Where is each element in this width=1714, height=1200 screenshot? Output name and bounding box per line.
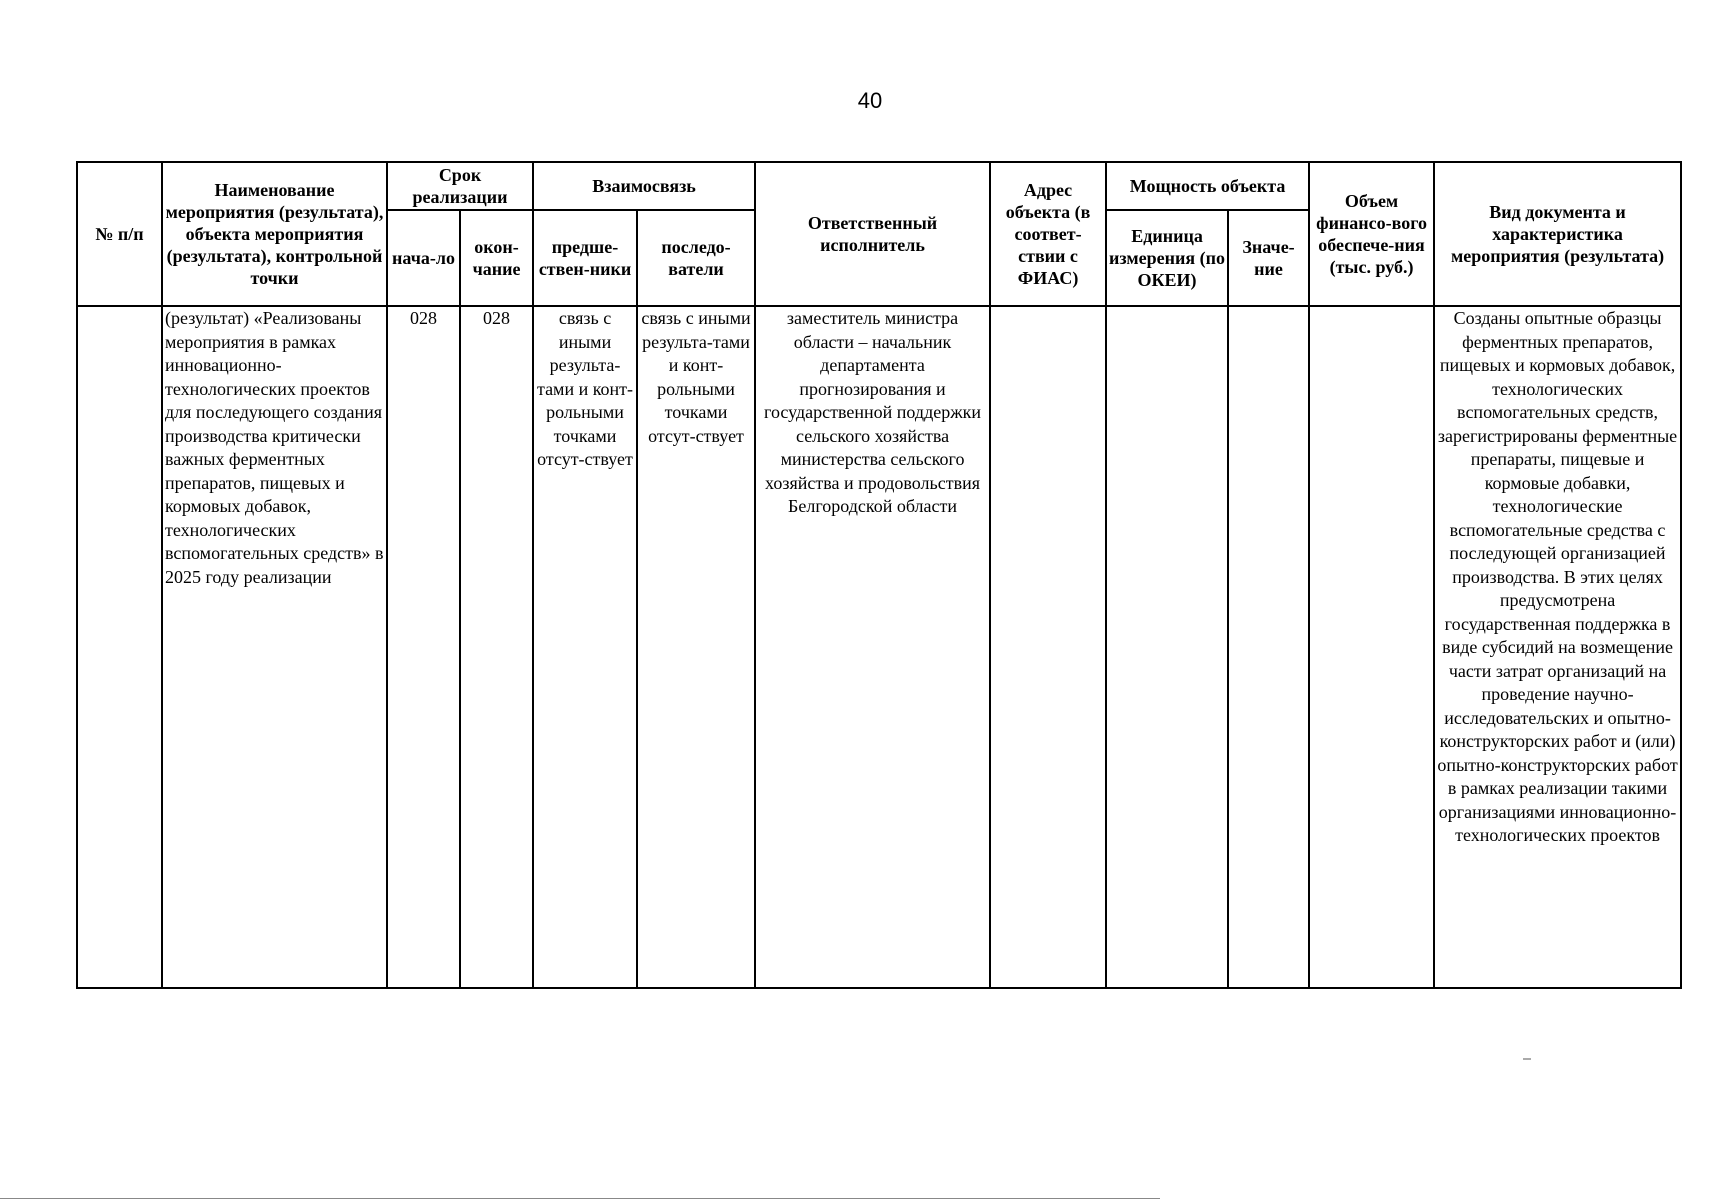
header-period-end: окон-чание <box>460 210 533 306</box>
header-relation: Взаимосвязь <box>533 162 755 210</box>
scan-edge-line <box>0 1198 1160 1199</box>
cell-successors: связь с иными результа-тами и конт-рольными точками отсут-ствует <box>637 306 755 988</box>
cell-num <box>77 306 162 988</box>
header-name: Наименование мероприятия (результата), объекта мероприятия (результата), контрольной точки <box>162 162 387 306</box>
table-row <box>77 306 1681 988</box>
page-number: 40 <box>857 88 883 113</box>
cell-end: 028 <box>460 306 533 988</box>
cell-address <box>990 306 1106 988</box>
scan-mark <box>1523 1058 1531 1060</box>
cell-predecessors: связь с иными результа-тами и конт-рольными точками отсут-ствует <box>533 306 637 988</box>
header-period-start: нача-ло <box>387 210 460 306</box>
cell-doc-type: Созданы опытные образцы ферментных препаратов, пищевых и кормовых добавок, технологических вспомогательных средств, зарегистрированы ферментные препараты, пищевые и кормовые добавки, технологические вспомогательные средства с последующей организацией производства. В этих целях предусмотрена государственная поддержка в виде субсидий на возмещение части затрат организаций на проведение научно-исследовательских и опытно-конструкторских работ и (или) опытно-конструкторских работ в рамках реализации такими организациями инновационно-технологических проектов <box>1434 306 1681 988</box>
header-responsible: Ответственный исполнитель <box>755 162 990 306</box>
cell-funding <box>1309 306 1434 988</box>
cell-name: (результат) «Реализованы мероприятия в рамках инновационно-технологических проектов для последующего создания производства критически важных ферментных препаратов, пищевых и кормовых добавок, технологических вспомогательных средств» в 2025 году реализации <box>162 306 387 988</box>
cell-value <box>1228 306 1309 988</box>
header-value: Значе-ние <box>1228 210 1309 306</box>
header-capacity: Мощность объекта <box>1106 162 1309 210</box>
header-unit: Единица измерения (по ОКЕИ) <box>1106 210 1228 306</box>
header-doc-type: Вид документа и характеристика мероприятия (результата) <box>1434 162 1681 306</box>
header-predecessors: предше-ствен-ники <box>533 210 637 306</box>
header-successors: последо-ватели <box>637 210 755 306</box>
header-num: № п/п <box>77 162 162 306</box>
cell-start: 028 <box>387 306 460 988</box>
header-funding: Объем финансо-вого обеспече-ния (тыс. руб.) <box>1309 162 1434 306</box>
cell-responsible: заместитель министра области – начальник департамента прогнозирования и государственной поддержки сельского хозяйства министерства сельского хозяйства и продовольствия Белгородской области <box>755 306 990 988</box>
header-row-1 <box>77 162 1681 210</box>
cell-unit <box>1106 306 1228 988</box>
measures-table <box>76 161 1682 989</box>
header-period: Срок реализации <box>387 162 533 210</box>
header-address: Адрес объекта (в соответ-ствии с ФИАС) <box>990 162 1106 306</box>
